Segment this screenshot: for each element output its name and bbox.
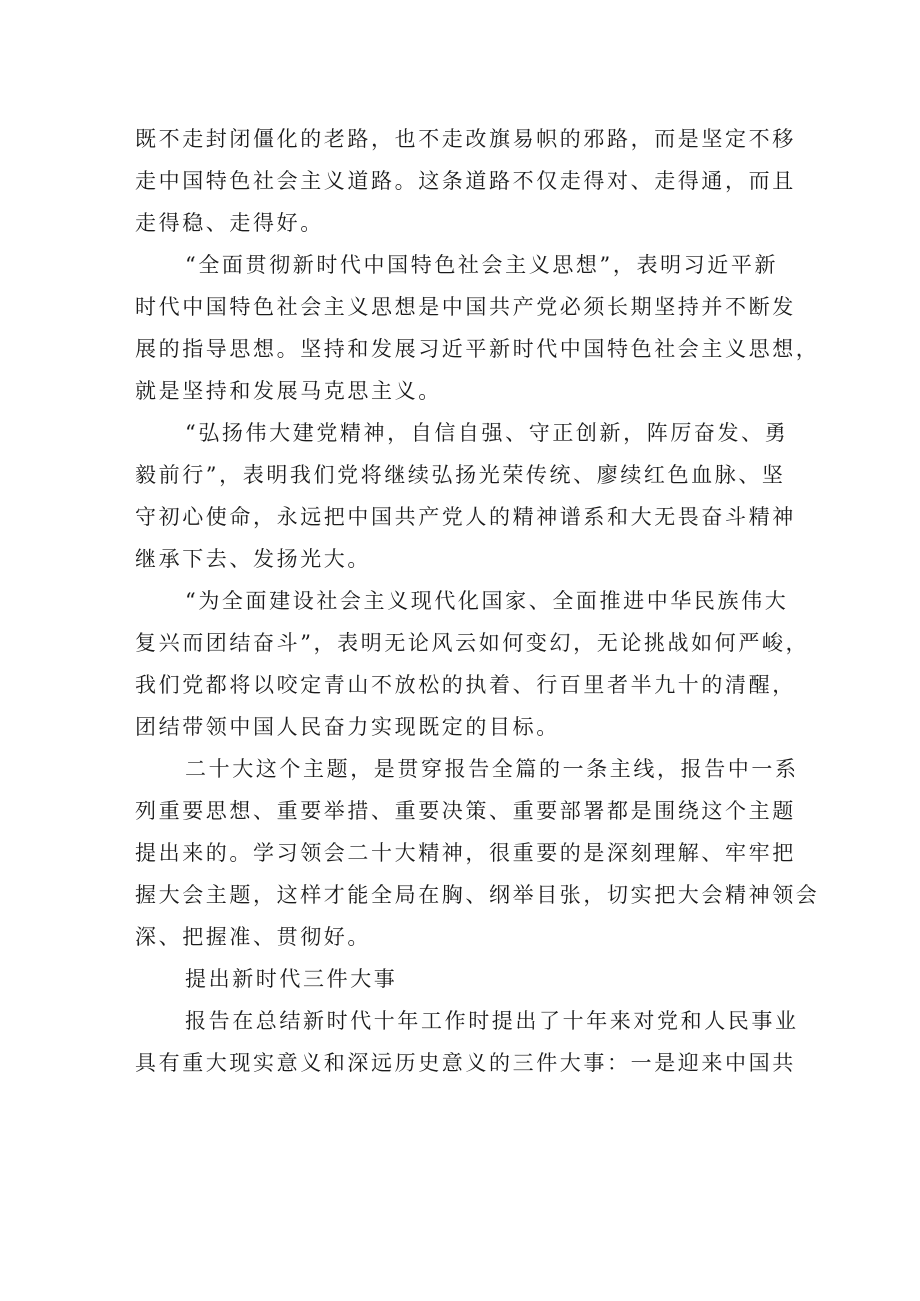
- text-line: 列重要思想、重要举措、重要决策、重要部署都是围绕这个主题: [135, 799, 796, 823]
- paragraph-5: [135, 748, 820, 958]
- paragraph-6: [135, 1000, 799, 1084]
- text-line: “为全面建设社会主义现代化国家、全面推进中华民族伟大: [185, 589, 789, 613]
- text-line: “全面贯彻新时代中国特色社会主义思想”，表明习近平新: [185, 253, 779, 277]
- text-line: 深、把握准、贯彻好。: [135, 925, 371, 949]
- text-line: 团结带领中国人民奋力实现既定的目标。: [135, 715, 560, 739]
- paragraph-3: [135, 412, 795, 580]
- text-line: 二十大这个主题，是贯穿报告全篇的一条主线，报告中一系: [185, 757, 799, 781]
- text-line: 时代中国特色社会主义思想是中国共产党必须长期坚持并不断发: [135, 295, 796, 319]
- text-line: 展的指导思想。坚持和发展习近平新时代中国特色社会主义思想，: [135, 337, 820, 361]
- text-line: 复兴而团结奋斗”，表明无论风云如何变幻，无论挑战如何严峻，: [135, 631, 810, 655]
- text-line: 走得稳、走得好。: [135, 211, 324, 235]
- text-line: “弘扬伟大建党精神，自信自强、守正创新，阵厉奋发、勇: [185, 421, 789, 445]
- text-line: 毅前行”，表明我们党将继续弘扬光荣传统、廖续红色血脉、坚: [135, 463, 786, 487]
- text-line: 具有重大现实意义和深远历史意义的三件大事：一是迎来中国共: [135, 1051, 796, 1075]
- paragraph-2: [135, 244, 820, 412]
- section-heading: [135, 958, 795, 1000]
- text-line: 提出来的。学习领会二十大精神，很重要的是深刻理解、牢牢把: [135, 841, 796, 865]
- document-body: [135, 118, 820, 1084]
- text-line: 我们党都将以咬定青山不放松的执着、行百里者半九十的清醒，: [135, 673, 796, 697]
- paragraph-4: [135, 580, 810, 748]
- text-line: 走中国特色社会主义道路。这条道路不仅走得对、走得通，而且: [135, 169, 796, 193]
- text-line: 报告在总结新时代十年工作时提出了十年来对党和人民事业: [185, 1009, 799, 1033]
- text-line: 既不走封闭僵化的老路，也不走改旗易帜的邪路，而是坚定不移: [135, 127, 796, 151]
- paragraph-1: [135, 118, 795, 244]
- text-line: 守初心使命，永远把中国共产党人的精神谱系和大无畏奋斗精神: [135, 505, 796, 529]
- text-line: 继承下去、发扬光大。: [135, 547, 371, 571]
- text-line: 握大会主题，这样才能全局在胸、纲举目张，切实把大会精神领会: [135, 883, 820, 907]
- heading-text: 提出新时代三件大事: [185, 967, 398, 991]
- text-line: 就是坚持和发展马克思主义。: [135, 379, 442, 403]
